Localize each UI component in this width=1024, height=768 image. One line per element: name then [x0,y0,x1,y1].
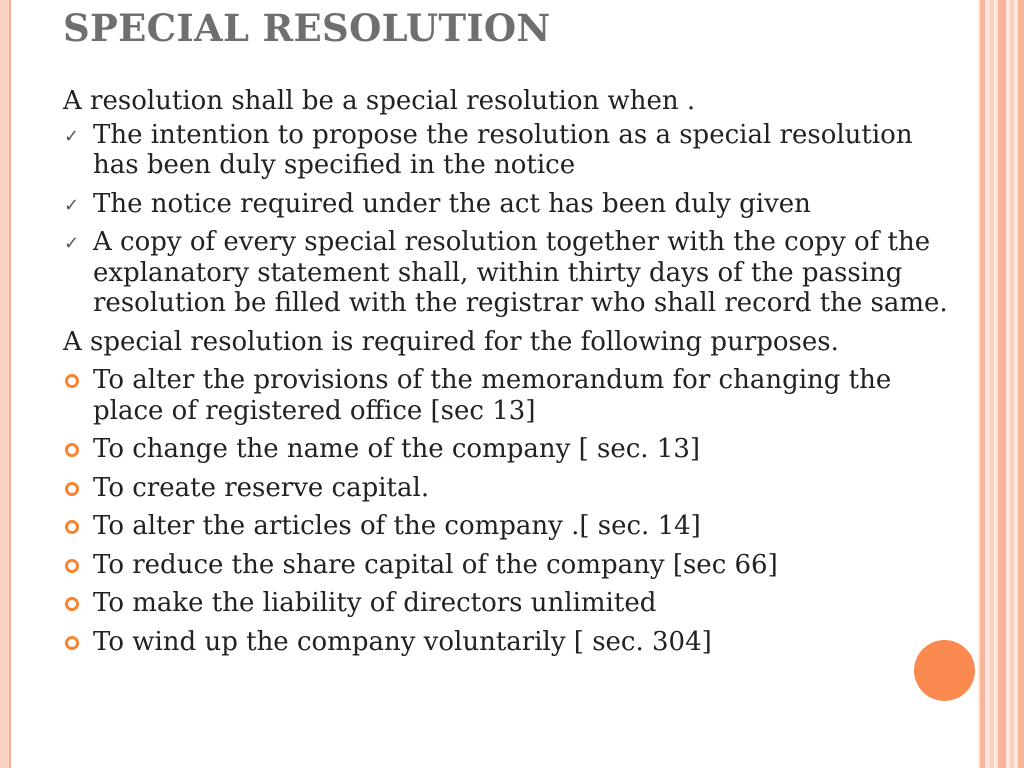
checkmark-icon: ✓ [64,233,80,254]
stripe [980,0,985,768]
stripe [1018,0,1024,768]
purposes-intro-text: A special resolution is required for the following purposes. [63,326,839,357]
stripe [998,0,1006,768]
purpose-text: To change the name of the company [ sec. 13] [93,434,701,464]
condition-text: A copy of every special resolution together with the copy of the explanatory statement shall, within thirty days of the passing resolution be filled with the registrar who shall record the same. [93,227,948,318]
slide-title: SPECIAL RESOLUTION [63,6,551,50]
ring-bullet-icon [65,559,79,573]
purpose-item [63,365,963,426]
checkmark-icon: ✓ [64,194,80,216]
ring-bullet-icon [65,520,79,534]
condition-item [63,189,963,220]
purpose-item [63,588,963,619]
purpose-text: To reduce the share capital of the company [sec 66] [93,549,778,580]
purpose-item [63,434,963,465]
purpose-text: To wind up the company voluntarily [ sec. 304] [93,626,712,657]
condition-text: The notice required under the act has been duly given [93,188,811,219]
left-border-line [9,0,11,768]
purpose-text: To alter the provisions of the memorandum for changing the place of registered office [sec 13] [93,365,892,426]
purpose-text: To alter the articles of the company .[ sec. 14] [93,511,701,541]
slide-body [63,86,963,657]
condition-item [63,227,963,319]
purpose-item [63,511,963,542]
purpose-text: To create reserve capital. [93,472,430,503]
ring-bullet-icon [65,597,79,611]
stripe [990,0,994,768]
condition-text: The intention to propose the resolution as a special resolution has been duly specified in the notice [93,119,913,180]
purpose-item [63,473,963,504]
condition-item [63,120,963,181]
purpose-text: To make the liability of directors unlimited [93,588,657,618]
left-border [0,0,9,768]
ring-bullet-icon [65,482,79,496]
purpose-item [63,627,963,658]
orange-circle-decoration [914,640,975,701]
stripe [1010,0,1014,768]
ring-bullet-icon [65,443,79,457]
checkmark-icon: ✓ [64,125,80,147]
ring-bullet-icon [65,374,79,388]
ring-bullet-icon [65,636,79,650]
purpose-item [63,550,963,581]
intro-text: A resolution shall be a special resolution when . [63,86,696,116]
